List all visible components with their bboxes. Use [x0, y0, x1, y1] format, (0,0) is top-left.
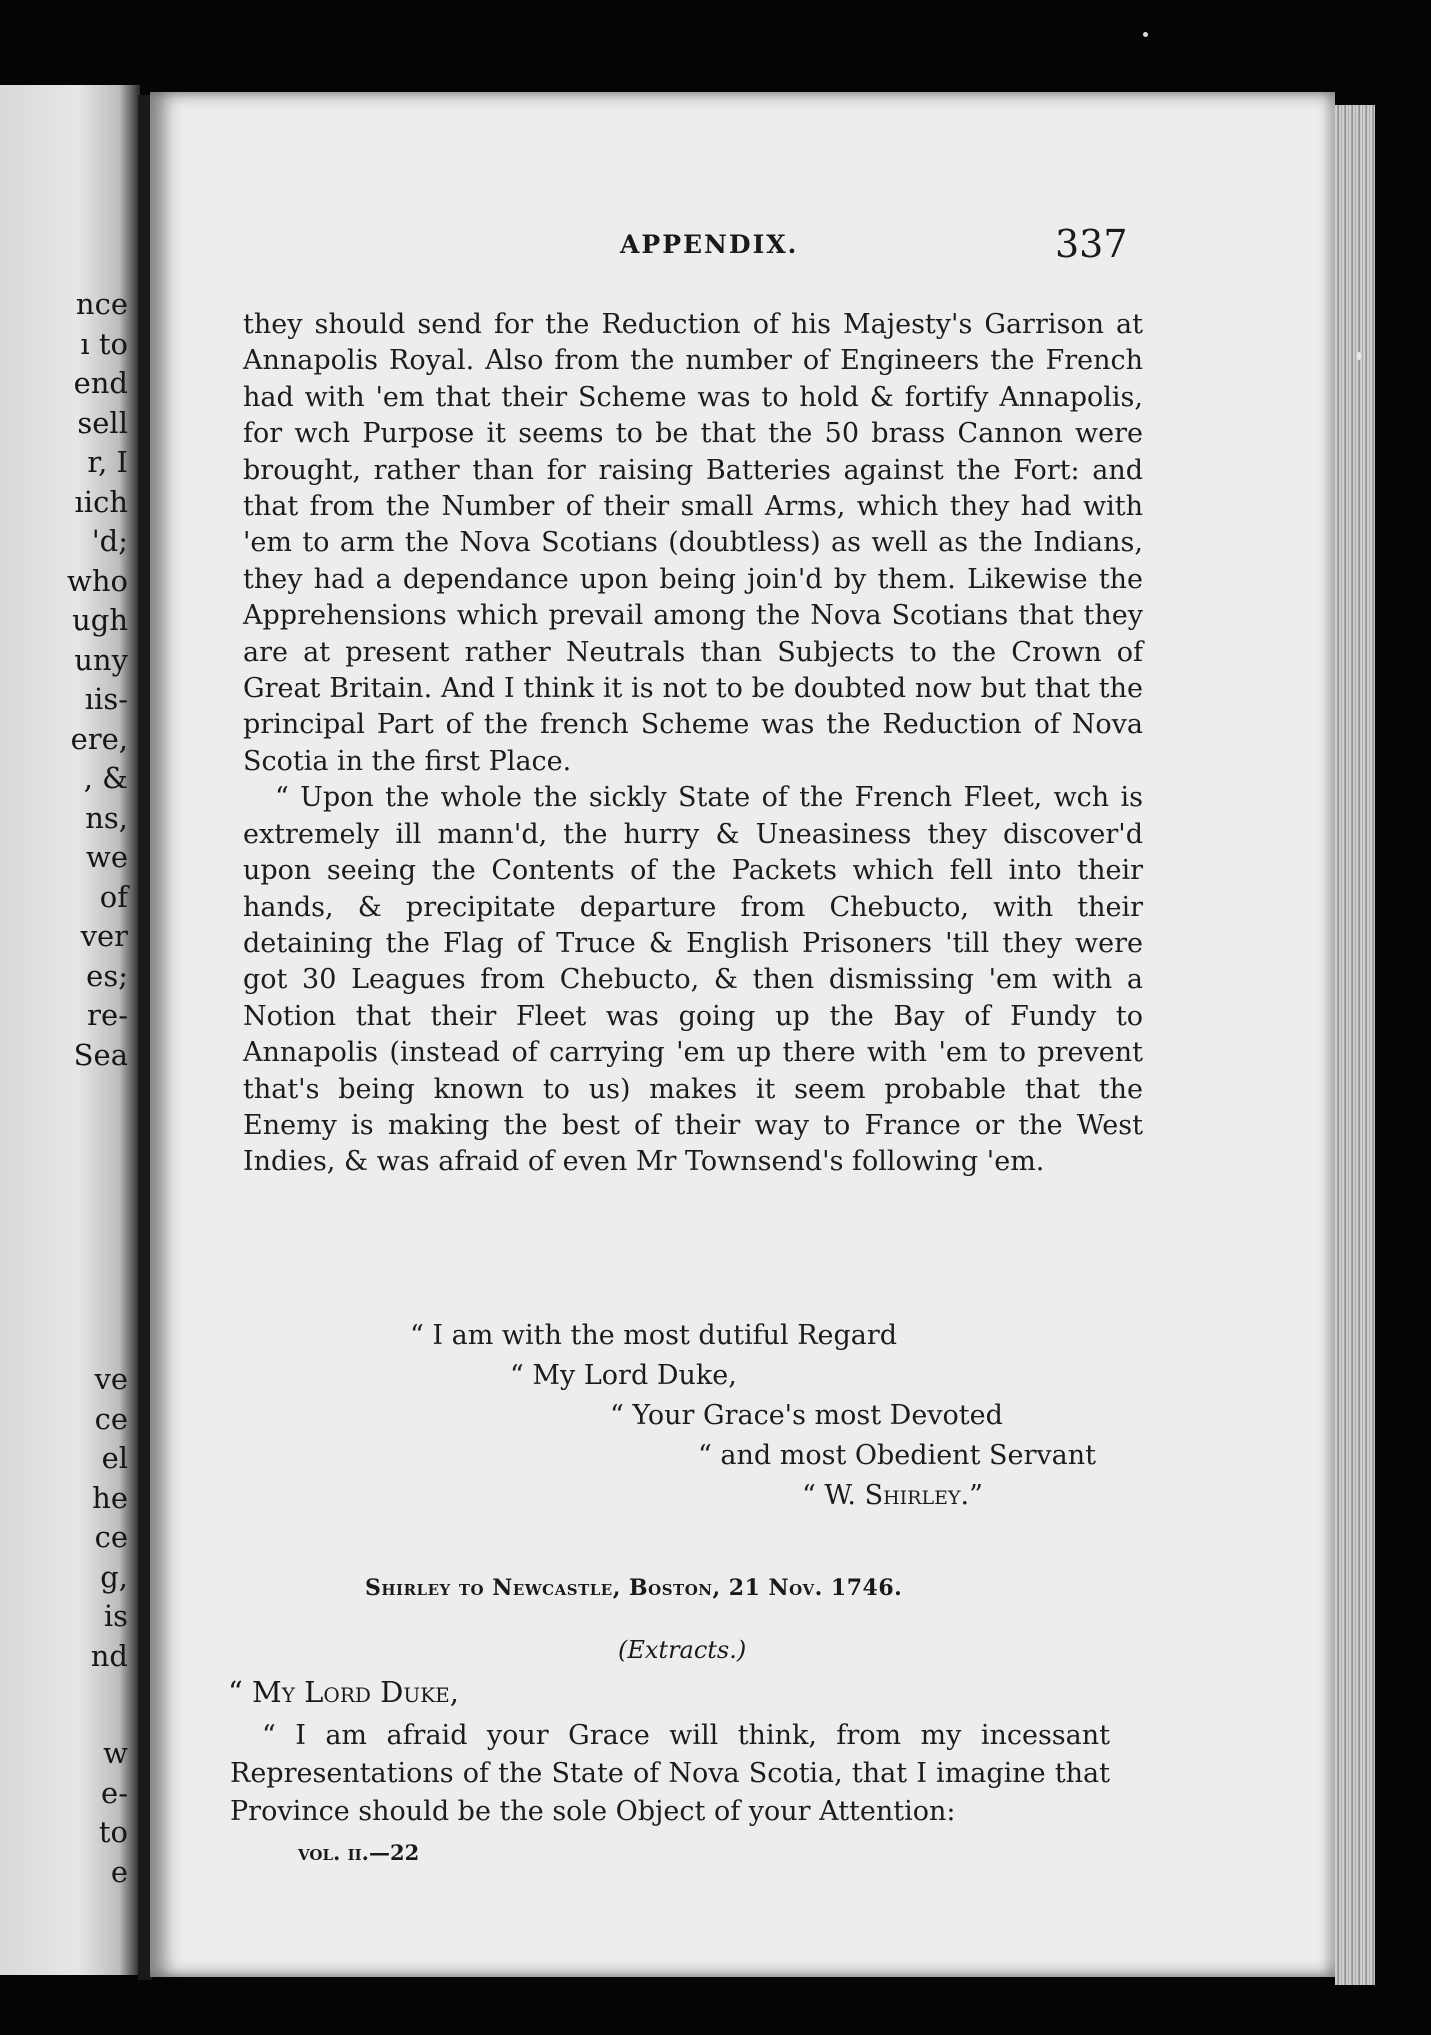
left-fragment: e: [110, 1854, 128, 1889]
left-fragment: ı to: [80, 326, 128, 361]
left-fragment: , &: [83, 761, 128, 795]
left-fragment: re-: [87, 998, 128, 1032]
left-fragment: ce: [94, 1520, 128, 1554]
left-fragment: is: [103, 1599, 128, 1633]
closing-signature: “ W. Shirley.”: [802, 1480, 983, 1511]
left-facing-page: [0, 85, 140, 1975]
left-fragment: he: [92, 1480, 128, 1515]
left-fragment: nce: [75, 287, 128, 321]
page-edges: [1335, 105, 1375, 1985]
left-fragment: sell: [77, 405, 128, 440]
left-page-text-fragments: [67, 285, 128, 1892]
letter-heading: Shirley to Newcastle, Boston, 21 Nov. 1746.: [365, 1575, 903, 1601]
main-text-block: [243, 307, 1143, 1181]
left-fragment: g,: [100, 1559, 128, 1594]
left-fragment: ıis-: [84, 682, 128, 716]
left-fragment: uny: [74, 642, 128, 677]
extracts-note: (Extracts.): [618, 1636, 747, 1664]
closing-line: “ I am with the most dutiful Regard: [410, 1320, 898, 1351]
page-number: 337: [1055, 222, 1128, 266]
left-fragment: el: [101, 1441, 128, 1475]
left-fragment: r, I: [87, 445, 128, 479]
left-fragment: end: [73, 366, 128, 400]
paragraph: they should send for the Reduction of his Majesty's Garrison at Annapolis Royal. Also from the number of Engineers the French had with 'em that their Scheme was to hold & fortify Annapolis, for wch Purpose it seems to be that the 50 brass Cannon were brought, rather than for raising Batteries against the Fort: and that from the Number of their small Arms, which they had with 'em to arm the Nova Scotians (doubtless) as well as the Indians, they had a dependance upon being join'd by them. Likewise the Apprehensions which prevail among the Nova Scotians that they are at present rather Neutrals than Subjects to the Crown of Great Britain. And I think it is not to be doubted now but that the principal Part of the french Scheme was the Reduction of Nova Scotia in the first Place.: [243, 309, 1143, 777]
closing-line: “ My Lord Duke,: [510, 1360, 737, 1391]
left-fragment: ve: [94, 1362, 128, 1396]
left-fragment-gap: [67, 1075, 128, 1360]
left-fragment: 'd;: [91, 524, 128, 558]
paragraph: “ I am afraid your Grace will think, from my incessant Representations of the State of Nova Scotia, that I imagine that Province should be the sole Object of your Attention:: [230, 1720, 1110, 1827]
closing-line: “ Your Grace's most Devoted: [610, 1400, 1003, 1431]
left-fragment: e-: [101, 1775, 128, 1810]
closing-line: “ and most Obedient Servant: [698, 1440, 1096, 1471]
second-letter-text: [230, 1717, 1110, 1831]
left-fragment: ver: [80, 919, 128, 953]
running-title: APPENDIX.: [620, 230, 799, 259]
left-fragment: ce: [94, 1401, 128, 1436]
left-fragment: we: [86, 840, 128, 874]
left-fragment: ere,: [70, 721, 128, 756]
left-fragment: w: [103, 1736, 128, 1770]
left-fragment: Sea: [73, 1037, 128, 1072]
dust-speck: [1143, 32, 1148, 37]
salutation: “ My Lord Duke,: [228, 1675, 459, 1709]
printer-signature-mark: vol. ii.—22: [298, 1840, 420, 1865]
left-fragment: ns,: [85, 800, 128, 835]
left-fragment: who: [67, 563, 128, 598]
left-fragment: of: [99, 879, 128, 914]
left-fragment: ıich: [74, 484, 128, 519]
left-fragment: es;: [86, 958, 128, 993]
paragraph: “ Upon the whole the sickly State of the French Fleet, wch is extremely ill mann'd, the hurry & Uneasiness they discover'd upon seeing the Contents of the Packets which fell into their hands, & precipitate departure from Chebucto, with their detaining the Flag of Truce & English Prisoners 'till they were got 30 Leagues from Chebucto, & then dismissing 'em with a Notion that their Fleet was going up the Bay of Fundy to Annapolis (instead of carrying 'em up there with 'em to prevent that's being known to us) makes it seem probable that the Enemy is making the best of their way to France or the West Indies, & was afraid of even Mr Townsend's following 'em.: [243, 782, 1143, 1178]
left-fragment-gap: [67, 1676, 128, 1734]
dust-speck: [1357, 352, 1361, 360]
left-fragment: nd: [90, 1638, 128, 1673]
left-fragment: to: [98, 1815, 128, 1849]
left-fragment: ugh: [72, 603, 128, 637]
